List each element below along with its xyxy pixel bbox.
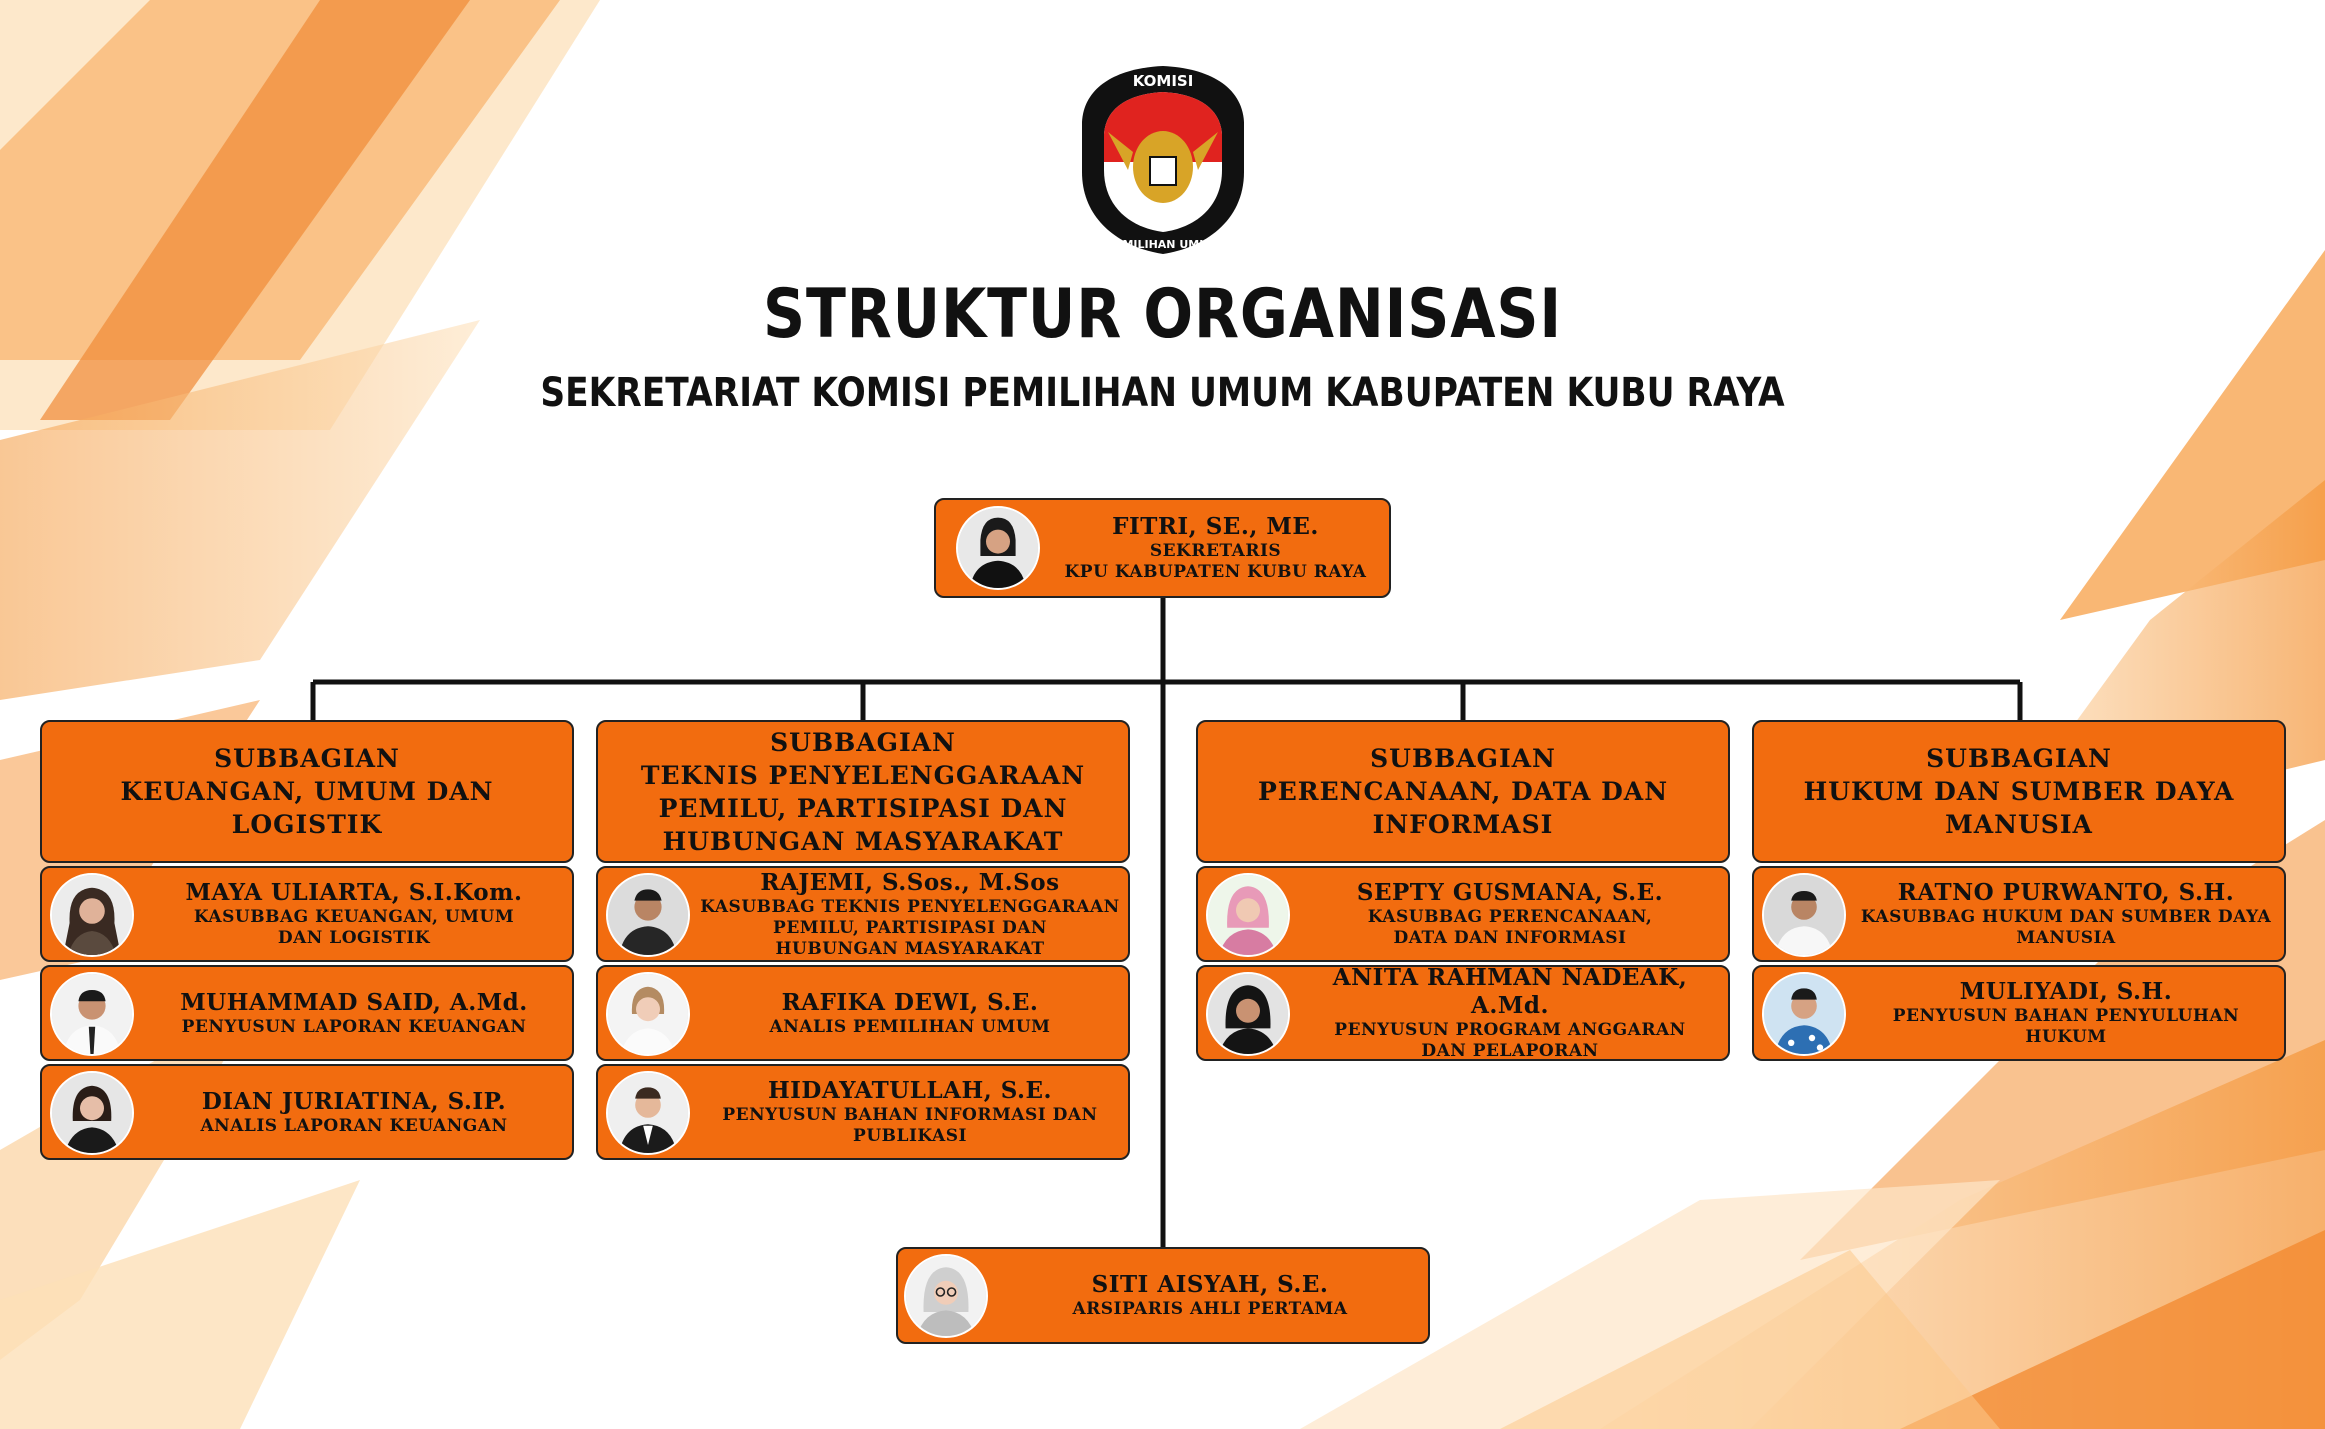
secretary-card (934, 498, 1391, 598)
division-title-line: SUBBAGIAN (1370, 744, 1556, 773)
avatar (1762, 873, 1846, 957)
member-name: HIDAYATULLAH, S.E. (767, 1077, 1053, 1104)
division-title-line: HUBUNGAN MASYARAKAT (662, 826, 1064, 856)
division-title-line: SUBBAGIAN (214, 744, 400, 773)
avatar (606, 1071, 690, 1155)
division-title-line: PEMILU, PARTISIPASI DAN (658, 793, 1068, 823)
member-name: RAJEMI, S.Sos., M.Sos (760, 868, 1060, 896)
archivist-name: SITI AISYAH, S.E. (1091, 1271, 1329, 1298)
member-card (596, 866, 1130, 962)
secretary-name: FITRI, SE., ME. (1112, 513, 1319, 540)
division-header-teknis (596, 720, 1130, 863)
secretary-role: SEKRETARIS (1149, 541, 1282, 561)
division-title-line: PERENCANAAN, DATA DAN (1257, 777, 1669, 806)
avatar (1762, 972, 1846, 1056)
member-role: PENYUSUN PROGRAM ANGGARAN (1334, 1020, 1686, 1040)
member-card (40, 866, 574, 962)
member-name: RATNO PURWANTO, S.H. (1897, 879, 2235, 906)
avatar (50, 972, 134, 1056)
division-title-line: MANUSIA (1945, 810, 2093, 839)
member-card (1196, 965, 1730, 1061)
avatar (904, 1254, 988, 1338)
member-role: MANUSIA (2016, 928, 2116, 948)
page-title: STRUKTUR ORGANISASI (763, 275, 1562, 354)
member-role: DAN LOGISTIK (277, 928, 431, 948)
member-role: KASUBBAG HUKUM DAN SUMBER DAYA (1860, 907, 2272, 927)
secretary-role: KPU KABUPATEN KUBU RAYA (1064, 562, 1367, 582)
member-card (1752, 866, 2286, 962)
member-role: ANALIS LAPORAN KEUANGAN (200, 1115, 508, 1136)
member-role: ANALIS PEMILIHAN UMUM (769, 1016, 1051, 1037)
avatar (956, 506, 1040, 590)
division-header-perencanaan (1196, 720, 1730, 863)
division-header-hukum (1752, 720, 2286, 863)
member-card (40, 965, 574, 1061)
svg-text:KOMISI: KOMISI (1132, 72, 1194, 90)
page-subtitle: SEKRETARIAT KOMISI PEMILIHAN UMUM KABUPATEN KUBU RAYA (540, 370, 1785, 416)
avatar (606, 972, 690, 1056)
avatar (606, 873, 690, 957)
member-name: SEPTY GUSMANA, S.E. (1356, 879, 1664, 906)
member-role: PEMILU, PARTISIPASI DAN (773, 917, 1047, 938)
member-name: MULIYADI, S.H. (1959, 978, 2173, 1005)
archivist-role: ARSIPARIS AHLI PERTAMA (1072, 1299, 1348, 1319)
member-role: KASUBBAG PERENCANAAN, (1367, 907, 1653, 927)
member-card (1752, 965, 2286, 1061)
member-role: KASUBBAG KEUANGAN, UMUM (193, 907, 515, 927)
division-title-line: HUKUM DAN SUMBER DAYA (1803, 777, 2235, 806)
division-title-line: SUBBAGIAN (770, 727, 956, 757)
member-role: HUBUNGAN MASYARAKAT (775, 938, 1045, 959)
division-title-line: INFORMASI (1372, 810, 1554, 839)
member-name: MUHAMMAD SAID, A.Md. (180, 988, 528, 1016)
member-role: PUBLIKASI (853, 1126, 967, 1146)
member-role: PENYUSUN BAHAN PENYULUHAN (1892, 1006, 2240, 1026)
member-role: HUKUM (2025, 1027, 2107, 1047)
member-card (1196, 866, 1730, 962)
member-role: DATA DAN INFORMASI (1393, 928, 1627, 948)
member-name: MAYA ULIARTA, S.I.Kom. (185, 879, 523, 906)
member-card (596, 965, 1130, 1061)
member-card (40, 1064, 574, 1160)
svg-text:PEMILIHAN UMUM: PEMILIHAN UMUM (1106, 238, 1220, 251)
member-role: KASUBBAG TEKNIS PENYELENGGARAAN (700, 896, 1120, 917)
kpu-logo-icon (1078, 62, 1248, 257)
member-name: DIAN JURIATINA, S.IP. (201, 1087, 507, 1115)
member-role: PENYUSUN LAPORAN KEUANGAN (181, 1016, 527, 1037)
member-role: DAN PELAPORAN (1421, 1041, 1599, 1061)
member-name: RAFIKA DEWI, S.E. (781, 988, 1039, 1016)
division-header-keuangan (40, 720, 574, 863)
avatar (1206, 972, 1290, 1056)
division-title-line: SUBBAGIAN (1926, 744, 2112, 773)
avatar (50, 873, 134, 957)
division-title-line: KEUANGAN, UMUM DAN LOGISTIK (120, 777, 494, 839)
avatar (1206, 873, 1290, 957)
member-name: ANITA RAHMAN NADEAK, A.Md. (1332, 964, 1688, 1019)
avatar (50, 1071, 134, 1155)
member-role: PENYUSUN BAHAN INFORMASI DAN (722, 1105, 1098, 1125)
division-title-line: TEKNIS PENYELENGGARAAN (640, 760, 1086, 790)
member-card (596, 1064, 1130, 1160)
archivist-card (896, 1247, 1430, 1344)
